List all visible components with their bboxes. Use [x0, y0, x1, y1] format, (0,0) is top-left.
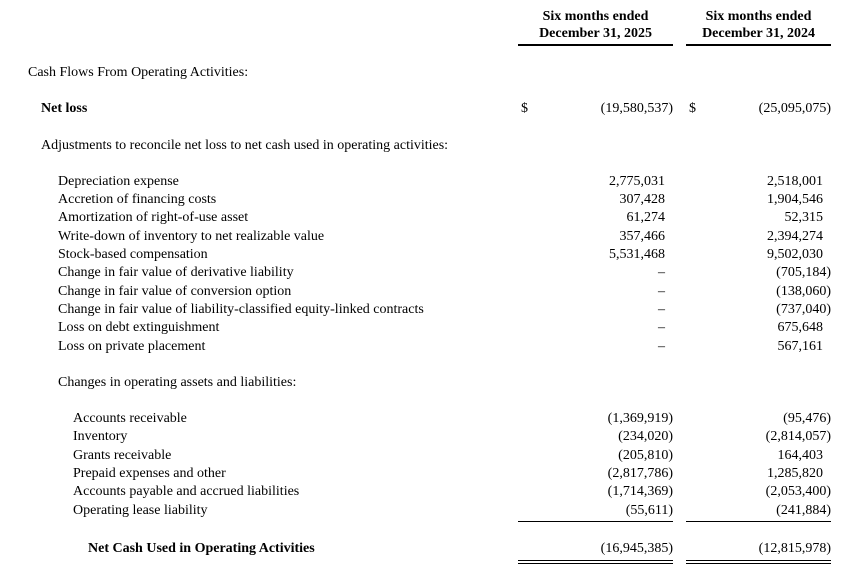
row-label: Inventory: [73, 429, 128, 445]
amount-value: 52,315: [784, 210, 823, 226]
amount-2024: [686, 502, 831, 522]
amount-2025: [518, 264, 673, 282]
amount-value: (705,184): [776, 265, 831, 281]
row-label: Accretion of financing costs: [58, 192, 217, 208]
amount-value: (55,611): [625, 502, 673, 518]
row-label: Change in fair value of derivative liability: [58, 265, 294, 281]
table-row: [0, 283, 831, 301]
table-row: [0, 483, 831, 501]
amount-2025: [518, 338, 673, 356]
table-row-section-heading: [0, 64, 831, 82]
amount-value: 5,531,468: [609, 247, 665, 263]
amount-2025: [518, 283, 673, 301]
row-label: Depreciation expense: [58, 173, 179, 189]
table-row: [0, 447, 831, 465]
amount-2025: [518, 173, 673, 191]
row-label: Prepaid expenses and other: [73, 466, 226, 482]
amount-value: (19,580,537): [600, 101, 673, 117]
amount-2024: [686, 319, 831, 337]
amount-2025: [518, 540, 673, 564]
table-row: [0, 246, 831, 264]
amount-2024: [686, 264, 831, 282]
amount-2024: [686, 374, 831, 392]
row-label: Amortization of right-of-use asset: [58, 210, 249, 226]
amount-2025: [518, 374, 673, 392]
amount-2024: [686, 283, 831, 301]
amount-2024: [686, 465, 831, 483]
row-label: Loss on private placement: [58, 338, 206, 354]
amount-2024: [686, 447, 831, 465]
amount-2025: [518, 100, 673, 118]
amount-2024: [686, 209, 831, 227]
amount-2025: [518, 137, 673, 155]
column-header-line1: Six months ended: [705, 9, 812, 24]
table-row: [0, 209, 831, 227]
row-label: Grants receivable: [73, 447, 172, 463]
amount-value: (2,053,400): [765, 484, 831, 500]
column-header-line1: Six months ended: [542, 9, 649, 24]
amount-2024: [686, 64, 831, 82]
amount-2025: [518, 428, 673, 446]
table-row: [0, 319, 831, 337]
table-row: [0, 173, 831, 191]
amount-2024: [686, 191, 831, 209]
amount-2025: [518, 64, 673, 82]
amount-2024: [686, 228, 831, 246]
amount-2025: [518, 465, 673, 483]
amount-value: (12,815,978): [758, 540, 831, 556]
amount-2024: [686, 540, 831, 564]
dollar-sign: $: [689, 101, 696, 117]
amount-2024: [686, 483, 831, 501]
column-headers: [0, 8, 831, 46]
amount-value: 675,648: [777, 320, 823, 336]
amount-value: 1,904,546: [767, 192, 823, 208]
amount-value: 61,274: [626, 210, 665, 226]
amount-value: (25,095,075): [758, 101, 831, 117]
row-label: Change in fair value of liability-classified equity-linked contracts: [58, 301, 424, 317]
amount-value: (205,810): [618, 447, 673, 463]
amount-value: 1,285,820: [767, 466, 823, 482]
column-header-2024: [686, 8, 831, 46]
amount-2025: [518, 410, 673, 428]
amount-2024: [686, 410, 831, 428]
amount-value: 164,403: [777, 447, 823, 463]
amount-2024: [686, 338, 831, 356]
amount-2025: [518, 246, 673, 264]
table-row-subheading: [0, 374, 831, 392]
row-label: Changes in operating assets and liabilities:: [58, 374, 297, 390]
amount-value: 567,161: [777, 338, 823, 354]
row-label: Stock-based compensation: [58, 247, 208, 263]
amount-value: (16,945,385): [600, 540, 673, 556]
amount-value: (1,369,919): [607, 411, 673, 427]
column-header-2025: [518, 8, 673, 46]
amount-value: (234,020): [618, 429, 673, 445]
amount-value: 357,466: [619, 228, 665, 244]
table-row-net-loss: [0, 100, 831, 118]
amount-value: –: [658, 338, 665, 354]
amount-value: –: [658, 320, 665, 336]
amount-value: 307,428: [619, 192, 665, 208]
column-header-line2: December 31, 2025: [518, 25, 673, 46]
amount-2025: [518, 228, 673, 246]
row-label: Change in fair value of conversion option: [58, 283, 292, 299]
row-label: Cash Flows From Operating Activities:: [28, 65, 249, 80]
amount-2025: [518, 301, 673, 319]
amount-2024: [686, 137, 831, 155]
table-row: [0, 410, 831, 428]
amount-value: (138,060): [776, 283, 831, 299]
amount-value: (1,714,369): [607, 484, 673, 500]
amount-value: –: [658, 265, 665, 281]
amount-value: (2,817,786): [607, 466, 673, 482]
amount-value: 2,518,001: [767, 173, 823, 189]
amount-2025: [518, 483, 673, 501]
column-header-line2: December 31, 2024: [686, 25, 831, 46]
table-row: [0, 338, 831, 356]
amount-2025: [518, 447, 673, 465]
row-label: Net Cash Used in Operating Activities: [88, 540, 315, 556]
amount-2025: [518, 319, 673, 337]
amount-2025: [518, 502, 673, 522]
amount-value: (95,476): [783, 411, 831, 427]
amount-value: 2,775,031: [609, 173, 665, 189]
row-label: Accounts payable and accrued liabilities: [73, 484, 300, 500]
table-row: [0, 428, 831, 446]
row-label: Adjustments to reconcile net loss to net cash used in operating activities:: [41, 137, 449, 153]
amount-2025: [518, 209, 673, 227]
amount-value: (737,040): [776, 301, 831, 317]
amount-2024: [686, 428, 831, 446]
row-label: Loss on debt extinguishment: [58, 320, 220, 336]
row-label: Net loss: [41, 101, 88, 117]
row-label: Write-down of inventory to net realizable value: [58, 228, 325, 244]
amount-value: 2,394,274: [767, 228, 823, 244]
table-row: [0, 465, 831, 483]
table-row: [0, 191, 831, 209]
amount-value: –: [658, 283, 665, 299]
amount-2024: [686, 173, 831, 191]
amount-value: –: [658, 301, 665, 317]
amount-value: (2,814,057): [765, 429, 831, 445]
table-row: [0, 301, 831, 319]
table-row-total: [0, 540, 831, 564]
table-row: [0, 228, 831, 246]
table-row: [0, 264, 831, 282]
row-label: Accounts receivable: [73, 411, 187, 427]
table-row-subheading: [0, 137, 831, 155]
amount-value: 9,502,030: [767, 247, 823, 263]
amount-2025: [518, 191, 673, 209]
table-row: [0, 502, 831, 522]
amount-2024: [686, 246, 831, 264]
amount-2024: [686, 301, 831, 319]
dollar-sign: $: [521, 101, 528, 117]
row-label: Operating lease liability: [73, 502, 208, 518]
amount-2024: [686, 100, 831, 118]
amount-value: (241,884): [776, 502, 831, 518]
